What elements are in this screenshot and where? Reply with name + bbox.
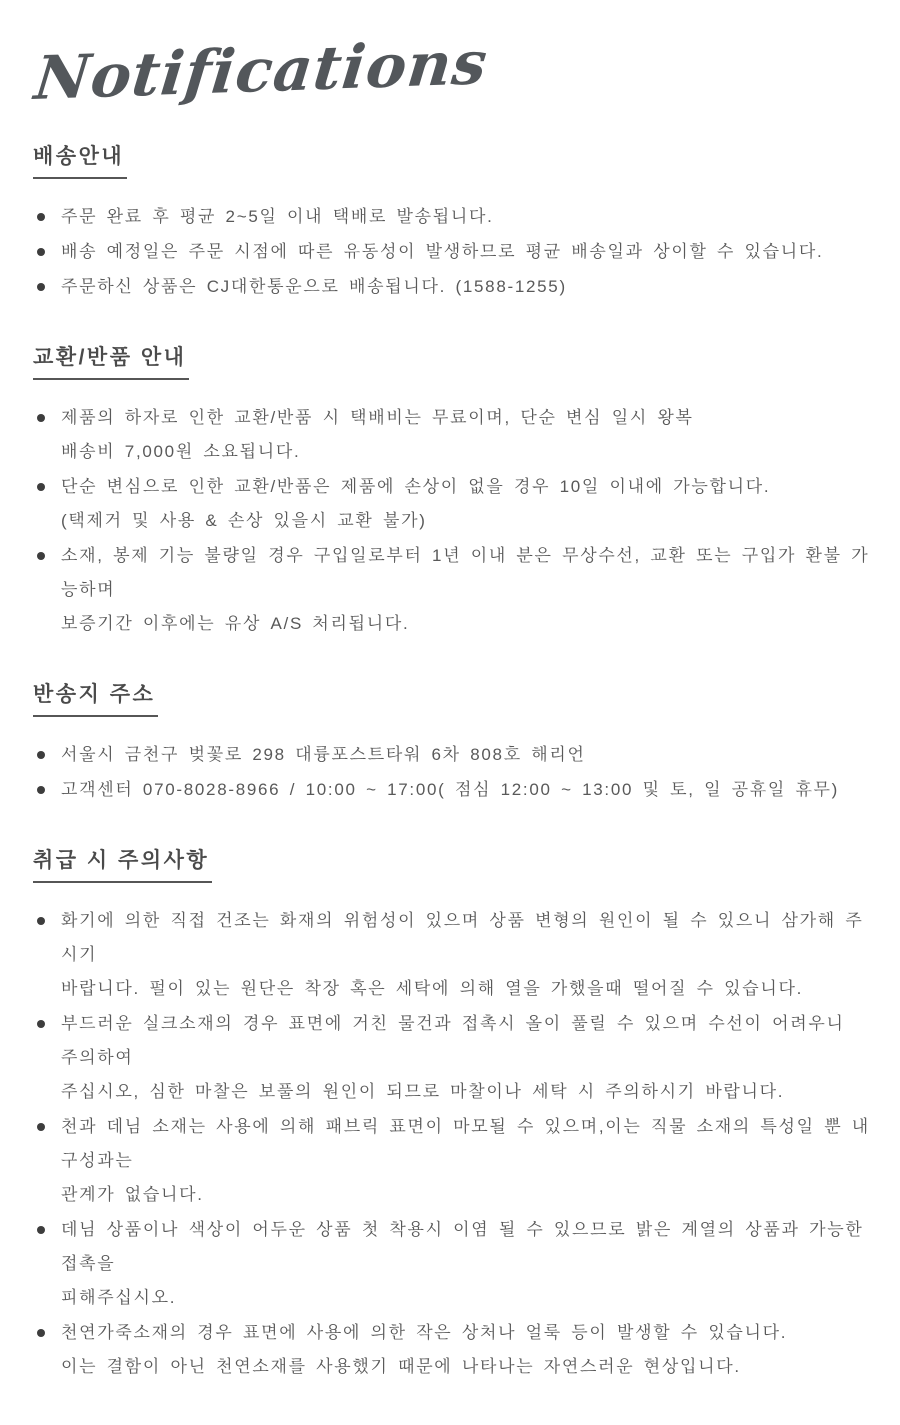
handling-precautions-list [33, 904, 872, 1384]
list-item-text: 화기에 의한 직접 건조는 화재의 위험성이 있으며 상품 변형의 원인이 될 수 있으니 삼가해 주시기 [61, 911, 864, 964]
section-shipping-info [33, 140, 872, 304]
return-address-text: 서울시 금천구 벚꽃로 298 대륭포스트타워 6차 808호 해리언 [61, 745, 586, 764]
list-item-text: 이는 결함이 아닌 천연소재를 사용했기 때문에 나타나는 자연스러운 현상입니다. [61, 1357, 741, 1376]
list-item-text: (택제거 및 사용 & 손상 있을시 교환 불가) [61, 511, 427, 530]
section-return-address [33, 678, 872, 807]
list-item [37, 1110, 872, 1212]
list-item-text: 관계가 없습니다. [61, 1185, 204, 1204]
list-item-text: 배송 예정일은 주문 시점에 따른 유동성이 발생하므로 평균 배송일과 상이할 수 있습니다. [61, 242, 824, 261]
bullet-icon [37, 283, 45, 291]
list-item-text: 주문하신 상품은 CJ대한통운으로 배송됩니다. (1588-1255) [61, 277, 567, 296]
exchange-return-list [33, 401, 872, 641]
return-address-list [33, 738, 872, 807]
page-title: Notifications [31, 28, 491, 114]
bullet-icon [37, 414, 45, 422]
section-handling-precautions [33, 844, 872, 1384]
bullet-icon [37, 1226, 45, 1234]
list-item [37, 470, 872, 538]
section-exchange-return [33, 341, 872, 641]
list-item-text: 부드러운 실크소재의 경우 표면에 거친 물건과 접촉시 올이 풀릴 수 있으며 수선이 어려우니 주의하여 [61, 1014, 845, 1067]
list-item [37, 1007, 872, 1109]
list-item [37, 773, 872, 807]
list-item-text: 배송비 7,000원 소요됩니다. [61, 442, 301, 461]
list-item-text: 소재, 봉제 기능 불량일 경우 구입일로부터 1년 이내 분은 무상수선, 교환 또는 구입가 환불 가능하며 [61, 546, 870, 599]
bullet-icon [37, 248, 45, 256]
list-item [37, 904, 872, 1006]
list-item [37, 270, 872, 304]
bullet-icon [37, 1020, 45, 1028]
section-heading-return-address: 반송지 주소 [33, 678, 158, 717]
bullet-icon [37, 1329, 45, 1337]
list-item-text: 바랍니다. 펄이 있는 원단은 착장 혹은 세탁에 의해 열을 가했을때 떨어질 수 있습니다. [61, 979, 804, 998]
shipping-list [33, 200, 872, 304]
list-item-text: 천연가죽소재의 경우 표면에 사용에 의한 작은 상처나 얼룩 등이 발생할 수 있습니다. [61, 1323, 788, 1342]
bullet-icon [37, 552, 45, 560]
bullet-icon [37, 1123, 45, 1131]
list-item-text: 단순 변심으로 인한 교환/반품은 제품에 손상이 없을 경우 10일 이내에 가능합니다. [61, 477, 771, 496]
list-item-text: 제품의 하자로 인한 교환/반품 시 택배비는 무료이며, 단순 변심 일시 왕복 [61, 408, 694, 427]
list-item-text: 천과 데님 소재는 사용에 의해 패브릭 표면이 마모될 수 있으며,이는 직물 소재의 특성일 뿐 내구성과는 [61, 1117, 870, 1170]
list-item [37, 1213, 872, 1315]
bullet-icon [37, 751, 45, 759]
list-item-text: 데님 상품이나 색상이 어두운 상품 첫 착용시 이염 될 수 있으므로 밝은 계열의 상품과 가능한 접촉을 [61, 1220, 864, 1273]
list-item [37, 1316, 872, 1384]
list-item [37, 235, 872, 269]
list-item [37, 539, 872, 641]
section-heading-exchange-return: 교환/반품 안내 [33, 341, 189, 380]
list-item [37, 401, 872, 469]
bullet-icon [37, 483, 45, 491]
list-item-text: 주십시오, 심한 마찰은 보풀의 원인이 되므로 마찰이나 세탁 시 주의하시기 바랍니다. [61, 1082, 785, 1101]
section-heading-shipping: 배송안내 [33, 140, 127, 179]
list-item-text: 보증기간 이후에는 유상 A/S 처리됩니다. [61, 614, 410, 633]
bullet-icon [37, 213, 45, 221]
list-item-text: 주문 완료 후 평균 2~5일 이내 택배로 발송됩니다. [61, 207, 494, 226]
bullet-icon [37, 917, 45, 925]
list-item [37, 738, 872, 772]
section-heading-handling: 취급 시 주의사항 [33, 844, 212, 883]
list-item-text: 피해주십시오. [61, 1288, 177, 1307]
customer-center-text: 고객센터 070-8028-8966 / 10:00 ~ 17:00( 점심 12:00 ~ 13:00 및 토, 일 공휴일 휴무) [61, 780, 840, 799]
bullet-icon [37, 786, 45, 794]
list-item [37, 200, 872, 234]
